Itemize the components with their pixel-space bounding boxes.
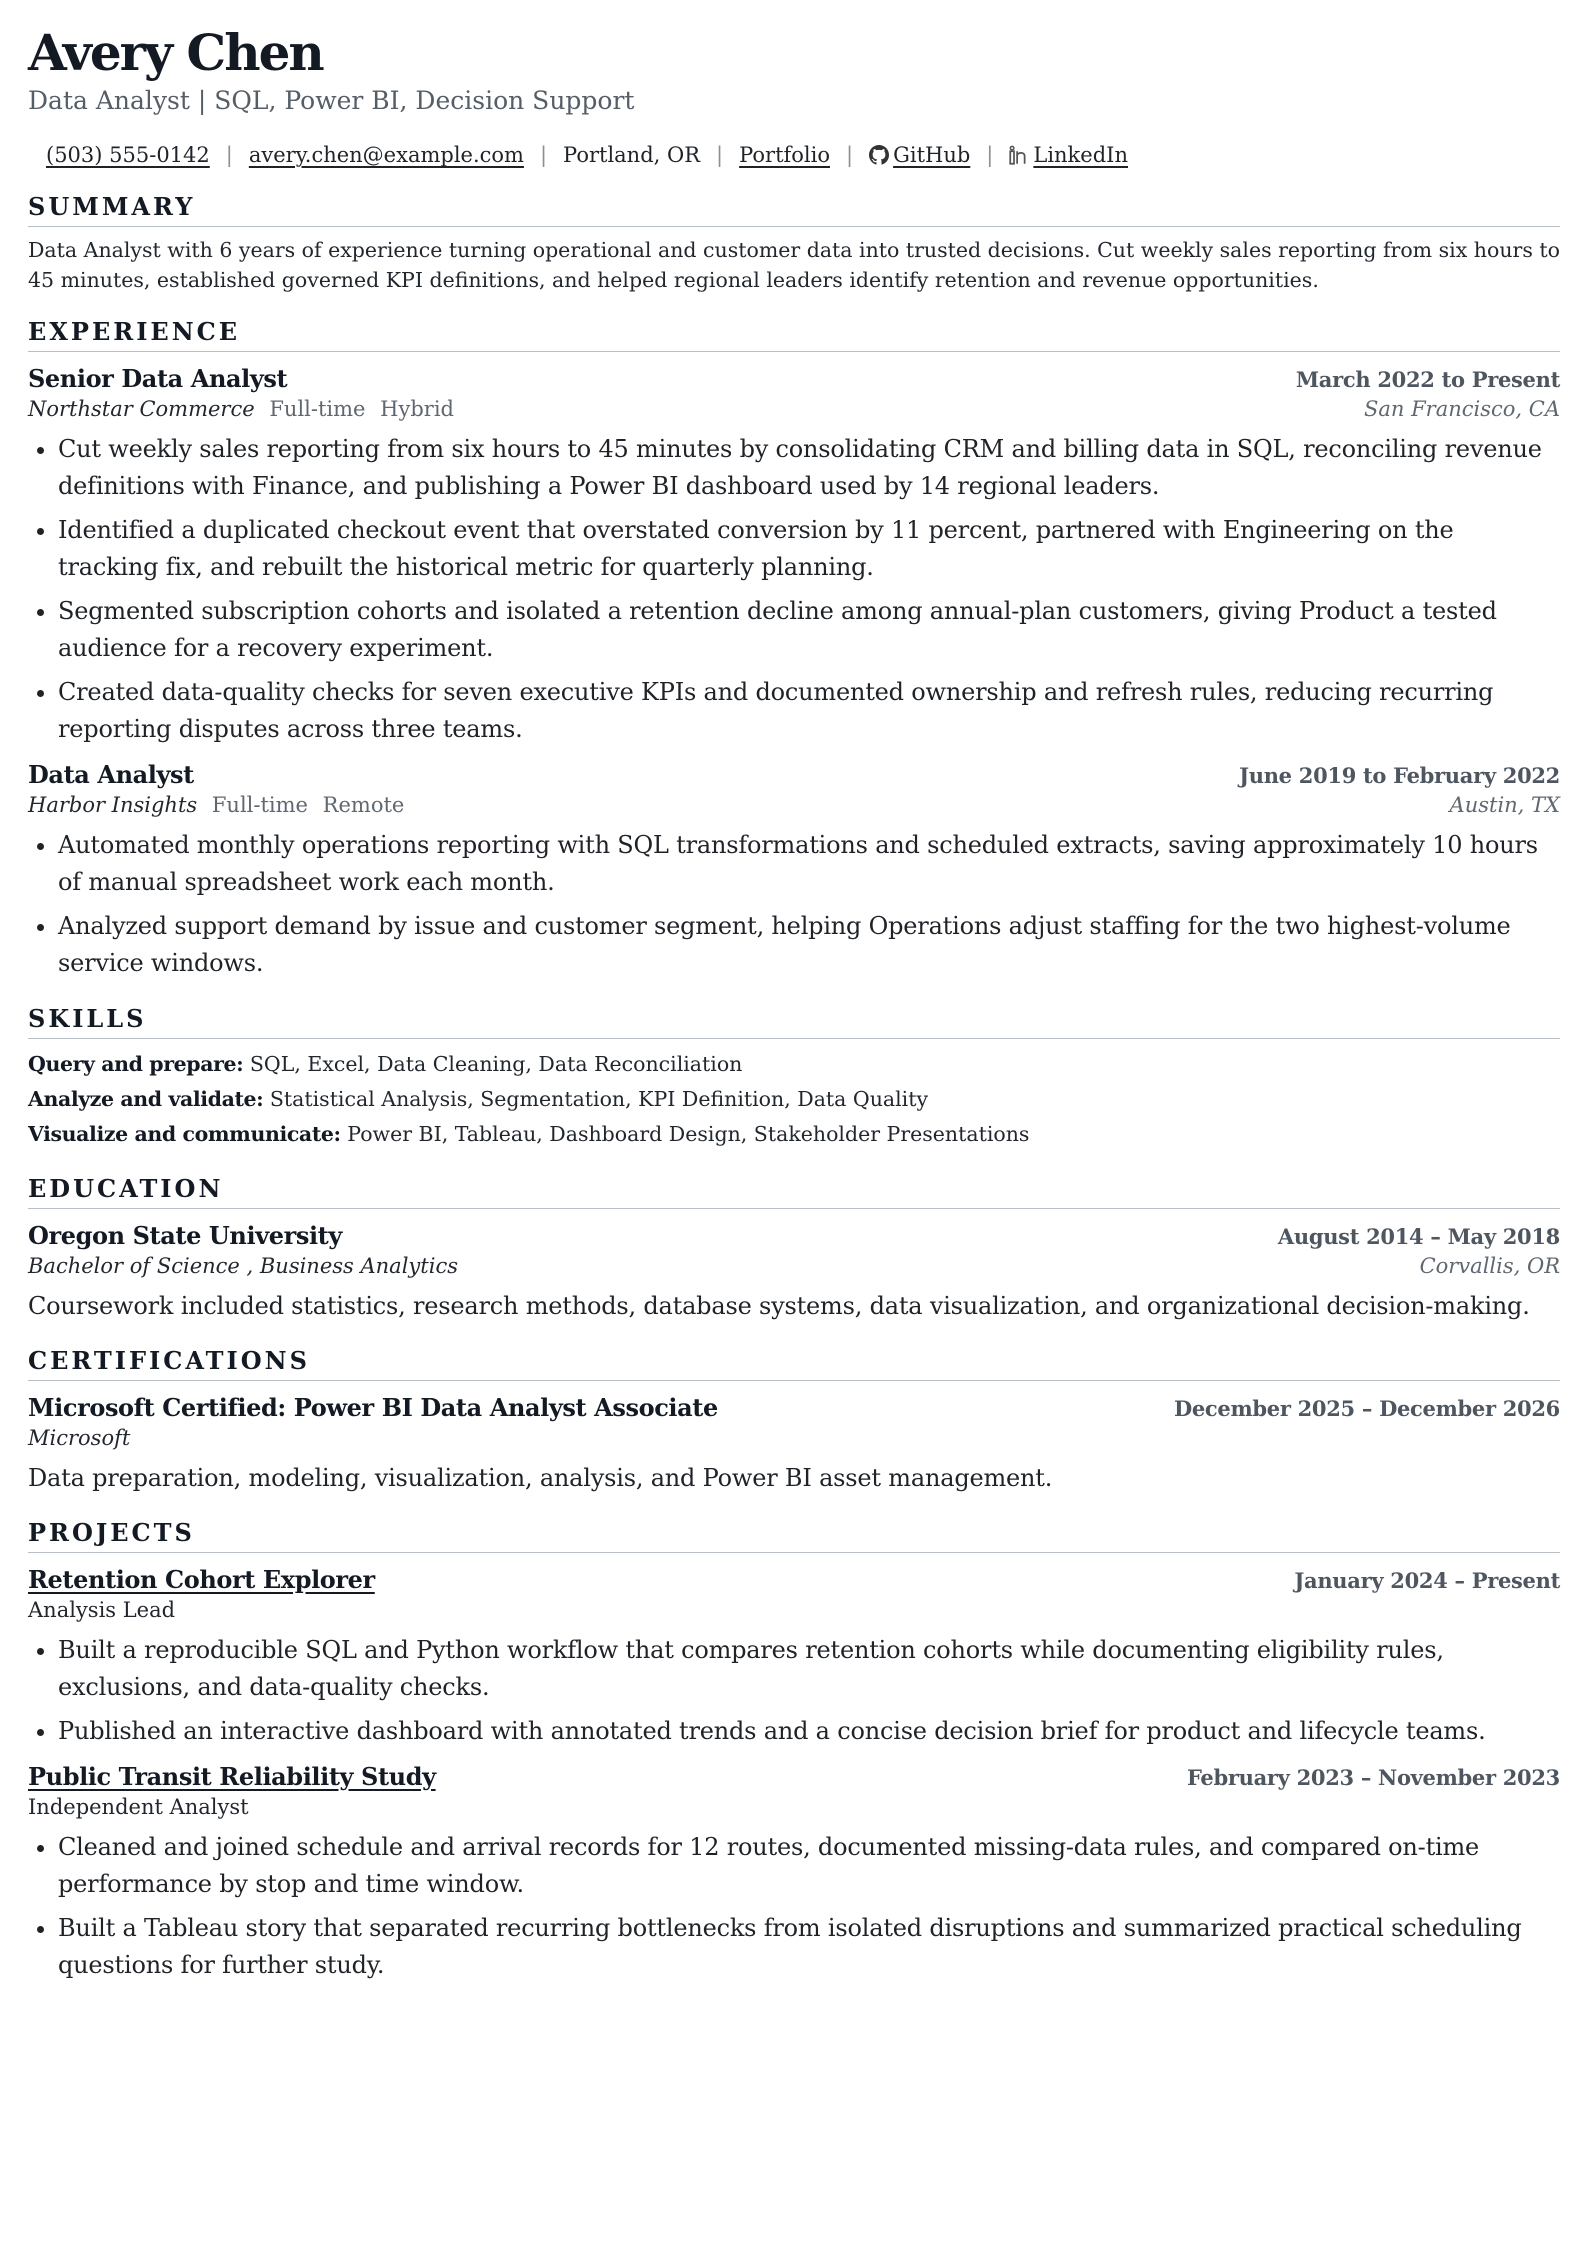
job-dates: March 2022 to Present	[1295, 367, 1560, 392]
experience-entry	[28, 760, 1560, 982]
company-line	[28, 789, 404, 821]
job-dates: June 2019 to February 2022	[1239, 763, 1560, 788]
bullet-item: • Built a reproducible SQL and Python workflow that compares retention cohorts while documenting eligibility rules, exclusions, and data-quality checks.	[58, 1632, 1560, 1706]
github-link[interactable]: GitHub	[893, 143, 971, 167]
experience-entry	[28, 364, 1560, 748]
project-role: Independent Analyst	[28, 1795, 249, 1819]
certification-description: Data preparation, modeling, visualization, analysis, and Power BI asset management.	[28, 1464, 1053, 1492]
location-text: Portland, OR	[563, 143, 701, 167]
company-name: Harbor Insights	[28, 793, 198, 817]
section-title-projects: PROJECTS	[28, 1518, 1560, 1553]
work-mode: Hybrid	[380, 397, 454, 421]
portfolio-link[interactable]: Portfolio	[739, 143, 830, 167]
divider: |	[846, 143, 854, 167]
bullet-list	[28, 827, 1560, 982]
employment-type: Full-time	[269, 397, 366, 421]
bullet-list	[28, 1632, 1560, 1750]
bullet-list	[28, 431, 1560, 748]
section-title-experience: EXPERIENCE	[28, 317, 1560, 352]
section-title-skills: SKILLS	[28, 1004, 1560, 1039]
skill-row: Analyze and validate: Statistical Analysis, Segmentation, KPI Definition, Data Quality	[28, 1087, 929, 1111]
linkedin-link[interactable]: LinkedIn	[1033, 143, 1128, 167]
company-line	[28, 393, 454, 425]
divider: |	[986, 143, 994, 167]
section-title-education: EDUCATION	[28, 1174, 1560, 1209]
certification-dates: December 2025 – December 2026	[1173, 1396, 1560, 1421]
employment-type: Full-time	[211, 793, 308, 817]
bullet-item: • Created data-quality checks for seven executive KPIs and documented ownership and refresh rules, reducing recurring reporting disputes across three teams.	[58, 674, 1560, 748]
job-location: Austin, TX	[1449, 793, 1560, 817]
bullet-item: • Cut weekly sales reporting from six hours to 45 minutes by consolidating CRM and billing data in SQL, reconciling revenue definitions with Finance, and publishing a Power BI dashboard used by 14 regional leaders.	[58, 431, 1560, 505]
bullet-item: • Analyzed support demand by issue and customer segment, helping Operations adjust staffing for the two highest-volume service windows.	[58, 908, 1560, 982]
bullet-item: • Segmented subscription cohorts and isolated a retention decline among annual-plan customers, giving Product a tested audience for a recovery experiment.	[58, 593, 1560, 667]
degree: Bachelor of Science , Business Analytics	[28, 1254, 458, 1278]
linkedin-icon	[1009, 145, 1029, 165]
headline: Data Analyst | SQL, Power BI, Decision Support	[28, 86, 635, 115]
project-entry	[28, 1565, 1560, 1750]
bullet-item: • Automated monthly operations reporting with SQL transformations and scheduled extracts, saving approximately 10 hours of manual spreadsheet work each month.	[58, 827, 1560, 901]
school-location: Corvallis, OR	[1419, 1254, 1560, 1278]
certification-name: Microsoft Certified: Power BI Data Analyst Associate	[28, 1393, 718, 1422]
bullet-item: • Published an interactive dashboard with annotated trends and a concise decision brief for product and lifecycle teams.	[58, 1713, 1560, 1750]
job-location: San Francisco, CA	[1363, 397, 1560, 421]
divider: |	[225, 143, 233, 167]
email-link[interactable]: avery.chen@example.com	[248, 143, 524, 167]
summary-text: Data Analyst with 6 years of experience turning operational and customer data into trusted decisions. Cut weekly sales reporting from six hours to 45 minutes, established governed KPI definitions, and helped regional leaders identify retention and revenue opportunities.	[28, 238, 1560, 292]
certification-issuer: Microsoft	[28, 1426, 131, 1450]
project-entry	[28, 1762, 1560, 1984]
section-title-summary: SUMMARY	[28, 192, 1560, 227]
project-link[interactable]: Retention Cohort Explorer	[28, 1565, 375, 1594]
project-link[interactable]: Public Transit Reliability Study	[28, 1762, 436, 1791]
section-title-certifications: CERTIFICATIONS	[28, 1346, 1560, 1381]
job-title: Senior Data Analyst	[28, 364, 288, 393]
bullet-item: • Identified a duplicated checkout event that overstated conversion by 11 percent, partnered with Engineering on the tracking fix, and rebuilt the historical metric for quarterly planning.	[58, 512, 1560, 586]
bullet-item: • Built a Tableau story that separated recurring bottlenecks from isolated disruptions and summarized practical scheduling questions for further study.	[58, 1910, 1560, 1984]
bullet-list	[28, 1829, 1560, 1984]
project-role: Analysis Lead	[28, 1598, 176, 1622]
divider: |	[716, 143, 724, 167]
phone-link[interactable]: (503) 555-0142	[46, 143, 210, 167]
divider: |	[539, 143, 548, 167]
coursework: Coursework included statistics, research methods, database systems, data visualization, and organizational decision-making.	[28, 1292, 1530, 1320]
job-title: Data Analyst	[28, 760, 194, 789]
skills-list	[28, 1047, 1560, 1152]
project-dates: January 2024 – Present	[1294, 1568, 1560, 1593]
project-dates: February 2023 – November 2023	[1186, 1765, 1560, 1790]
company-name: Northstar Commerce	[28, 397, 255, 421]
candidate-name: Avery Chen	[28, 23, 323, 82]
school-name: Oregon State University	[28, 1221, 342, 1250]
contact-bar	[46, 140, 1560, 170]
skill-row: Query and prepare: SQL, Excel, Data Cleaning, Data Reconciliation	[28, 1052, 743, 1076]
skill-row: Visualize and communicate: Power BI, Tableau, Dashboard Design, Stakeholder Presentations	[28, 1122, 1030, 1146]
education-dates: August 2014 – May 2018	[1277, 1224, 1560, 1249]
work-mode: Remote	[322, 793, 405, 817]
bullet-item: • Cleaned and joined schedule and arrival records for 12 routes, documented missing-data rules, and compared on-time performance by stop and time window.	[58, 1829, 1560, 1903]
certification-entry	[28, 1393, 1560, 1496]
education-entry	[28, 1221, 1560, 1324]
github-icon	[869, 145, 889, 165]
